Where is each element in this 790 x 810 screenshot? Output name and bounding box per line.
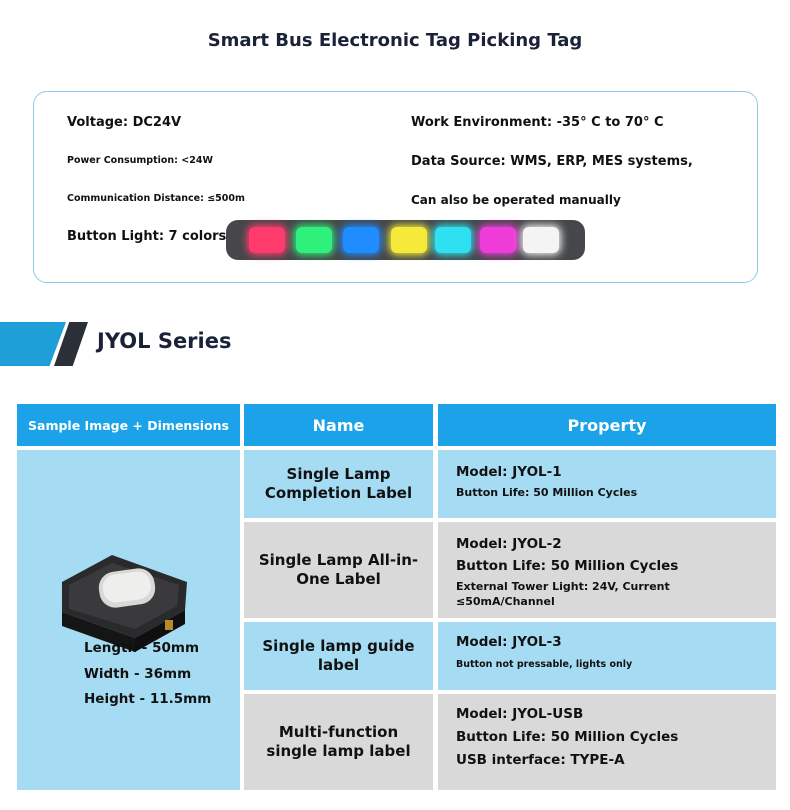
row-3-name: Single lamp guide label (244, 622, 433, 690)
button-light-strip (226, 220, 585, 260)
series-accent-bar (0, 322, 66, 366)
spec-power: Power Consumption: <24W (67, 155, 213, 166)
spec-data-source: Data Source: WMS, ERP, MES systems, (411, 154, 693, 169)
row-1-property (438, 450, 776, 518)
led-white (523, 227, 559, 253)
spec-button-light: Button Light: 7 colors (67, 229, 227, 244)
dimension-height: Height - 11.5mm (84, 691, 212, 707)
row-4-name: Multi-function single lamp label (244, 694, 433, 790)
row-2-prop-2: External Tower Light: 24V, Current ≤50mA/Channel (456, 580, 670, 608)
row-3-property (438, 622, 776, 690)
row-4-model: Model: JYOL-USB (456, 706, 584, 722)
dimension-width: Width - 36mm (84, 666, 192, 682)
header-name: Name (244, 404, 433, 446)
row-3-model: Model: JYOL-3 (456, 634, 562, 650)
row-2-property (438, 522, 776, 618)
led-red (249, 227, 285, 253)
row-3-prop-1: Button not pressable, lights only (456, 659, 633, 670)
header-property: Property (438, 404, 776, 446)
led-blue (343, 227, 379, 253)
sample-image-cell (17, 450, 240, 790)
row-4-property (438, 694, 776, 790)
row-1-model: Model: JYOL-1 (456, 464, 562, 480)
row-4-prop-1: Button Life: 50 Million Cycles (456, 729, 679, 745)
led-yellow (391, 227, 427, 253)
row-1-name: Single Lamp Completion Label (244, 450, 433, 518)
dimension-length: Length - 50mm (84, 640, 200, 656)
led-magenta (480, 227, 516, 253)
page-title: Smart Bus Electronic Tag Picking Tag (207, 30, 583, 51)
row-4-prop-2: USB interface: TYPE-A (456, 752, 625, 768)
row-2-prop-1: Button Life: 50 Million Cycles (456, 558, 679, 574)
header-image: Sample Image + Dimensions (17, 404, 240, 446)
row-1-prop-1: Button Life: 50 Million Cycles (456, 486, 638, 499)
row-2-name: Single Lamp All-in-One Label (244, 522, 433, 618)
spec-voltage: Voltage: DC24V (67, 115, 182, 130)
led-green (296, 227, 332, 253)
spec-distance: Communication Distance: ≤500m (67, 193, 245, 204)
spec-manual: Can also be operated manually (411, 193, 621, 207)
series-title: JYOL Series (97, 329, 232, 353)
row-2-model: Model: JYOL-2 (456, 536, 562, 552)
led-cyan (435, 227, 471, 253)
spec-work-environment: Work Environment: -35° C to 70° C (411, 115, 664, 130)
